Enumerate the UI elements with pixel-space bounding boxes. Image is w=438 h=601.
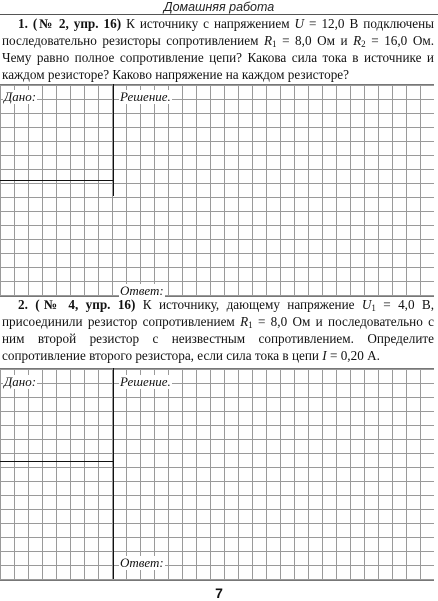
task-1-part: = 16,0 Ом. Чему равно полное сопротивление цепи? Какова сила тока в источнике и каждом резисторе? Каково напряжение на каждом резисторе? [2, 33, 434, 82]
task-2-given-underline [0, 461, 113, 462]
task-1-sub: 1 [272, 39, 277, 49]
task-1-given-label: Дано: [4, 89, 37, 104]
task-2-part: = 4,0 В, присоединили резистор сопротивлением [2, 297, 435, 329]
task-2-var: R [240, 314, 249, 329]
task-2-solution-label: Решение. [120, 374, 171, 389]
task-2-answer-label: Ответ: [120, 555, 164, 570]
task-2-given-label: Дано: [4, 374, 37, 389]
task-1-part: К источнику с напряжением [121, 16, 295, 31]
task-2-sub: 1 [248, 320, 253, 330]
task-1-part: = 12,0 В подключены последовательно резисторы сопротивлением [2, 16, 434, 48]
task-2-grid[interactable] [0, 368, 434, 581]
task-1-given-underline [0, 180, 113, 181]
task-2-part: = 8,0 Ом и последовательно с ним второй резистор с неизвестным сопротивлением. Определите сопротивление второго резистора, если сила тока в цепи [2, 314, 434, 363]
task-1-number: 1. [18, 16, 28, 31]
task-1-var: R [263, 33, 273, 48]
task-1-var: R [353, 33, 362, 48]
task-1-sub: 2 [361, 39, 366, 49]
task-2-var: U [361, 297, 372, 312]
task-2-part: К источнику, дающему напряжение [135, 297, 362, 312]
task-2-number: 2. [18, 297, 28, 312]
task-1-given-divider [113, 84, 114, 196]
task-1-ref: (№ 2, упр. 16) [32, 16, 122, 31]
task-1-text [2, 15, 434, 83]
task-1-solution-label: Решение. [120, 89, 171, 104]
task-2-var: I [322, 348, 327, 363]
task-2-sub: 1 [371, 303, 376, 313]
task-1-part: = 8,0 Ом и [276, 33, 354, 48]
task-1-grid[interactable] [0, 84, 434, 297]
task-2-given-divider [113, 368, 114, 579]
page-number: 7 [215, 585, 223, 601]
task-1-var: U [294, 16, 305, 31]
task-2-part: = 0,20 А. [326, 348, 380, 363]
task-2-text [2, 296, 434, 364]
page-title: Домашняя работа [163, 0, 275, 14]
task-2-ref: (№ 4, упр. 16) [35, 297, 136, 312]
task-1-answer-label: Ответ: [120, 283, 164, 298]
